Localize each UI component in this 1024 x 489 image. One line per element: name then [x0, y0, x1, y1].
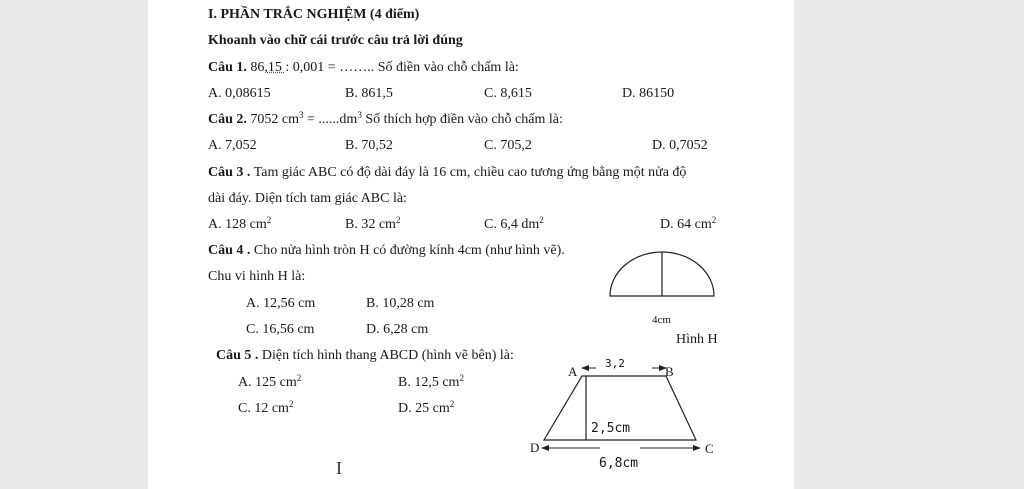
q5-b-sup: 2 [459, 373, 464, 383]
q3-b-text: B. 32 cm [345, 217, 396, 232]
q2-option-c: C. 705,2 [484, 138, 532, 153]
q2-sup2: 3 [357, 110, 362, 120]
vertex-d-label: D [530, 440, 540, 455]
q3-a-sup: 2 [266, 215, 272, 225]
bottom-base-label: 6,8cm [599, 456, 639, 471]
q5-a-sup: 2 [296, 373, 302, 383]
q3-text1: Tam giác ABC có độ dài đáy là 16 cm, chiều cao tương ứng bằng một nửa độ [250, 165, 687, 180]
q2-option-a: A. 7,052 [208, 138, 257, 153]
q2-sup1: 3 [299, 110, 304, 120]
q5-text1: Diện tích hình thang ABCD (hình vẽ bên) là: [258, 348, 514, 363]
q4-label: Câu 4 . [208, 243, 251, 258]
vertex-c-label: C [705, 441, 714, 456]
q4-text1: Cho nửa hình tròn H có đường kính 4cm (như hình vẽ). [250, 243, 565, 258]
question-4-line1 [208, 242, 565, 260]
q5-c-sup: 2 [288, 399, 294, 409]
q3-b-sup: 2 [395, 215, 401, 225]
q4-text2: Chu vi hình H là: [208, 269, 306, 284]
q3-option-c [484, 216, 544, 234]
q1-expr: 86, [246, 60, 268, 75]
q3-option-a [208, 216, 271, 234]
q3-d-text: D. 64 cm [660, 217, 712, 232]
q5-label: Câu 5 . [216, 348, 259, 363]
q5-option-b [398, 374, 464, 392]
q5-d-text: D. 25 cm [398, 401, 450, 416]
q5-c-text: C. 12 cm [238, 401, 289, 416]
vertex-b-label: B [665, 364, 674, 379]
q3-option-b [345, 216, 400, 234]
q2-option-b: B. 70,52 [345, 138, 393, 153]
top-base-label: 3,2 [605, 357, 625, 370]
q3-label: Câu 3 . [208, 165, 251, 180]
q4-option-c: C. 16,56 cm [246, 322, 315, 337]
q3-c-sup: 2 [539, 215, 544, 225]
q5-b-text: B. 12,5 cm [398, 375, 460, 390]
q5-option-a [238, 374, 301, 392]
question-5-line1 [216, 347, 514, 365]
q1-option-b: B. 861,5 [345, 86, 393, 101]
q2-part2: = ......dm [303, 112, 358, 127]
q4-option-a: A. 12,56 cm [246, 296, 316, 311]
q3-d-sup: 2 [711, 215, 717, 225]
vertex-a-label: A [568, 364, 578, 379]
q3-a-text: A. 128 cm [208, 217, 267, 232]
text-cursor-icon: I [336, 458, 342, 478]
section-title: I. PHẦN TRẮC NGHIỆM (4 điểm) [208, 7, 420, 22]
q1-option-d: D. 86150 [622, 86, 675, 101]
height-label: 2,5cm [591, 421, 631, 436]
q1-option-a: A. 0,08615 [208, 86, 271, 101]
q5-option-d [398, 400, 454, 418]
figure-h-caption: Hình H [676, 332, 718, 347]
q1-option-c: C. 8,615 [484, 86, 532, 101]
q4-option-b: B. 10,28 cm [366, 296, 435, 311]
q2-option-d: D. 0,7052 [652, 138, 708, 153]
semicircle-figure [606, 252, 726, 302]
q1-expr-rest: : 0,001 = …….. Số điền vào chỗ chấm là: [285, 60, 519, 75]
q5-option-c [238, 400, 293, 418]
q1-label: Câu 1. [208, 60, 247, 75]
semicircle-diameter-label: 4cm [652, 314, 671, 326]
q3-option-d [660, 216, 716, 234]
q4-option-d: D. 6,28 cm [366, 322, 429, 337]
q5-a-text: A. 125 cm [238, 375, 297, 390]
q2-label: Câu 2. [208, 112, 247, 127]
question-1 [208, 59, 519, 77]
question-3-line1 [208, 164, 686, 182]
q2-part3: Số thích hợp điền vào chỗ chấm là: [361, 112, 563, 127]
q2-part1: 7052 cm [246, 112, 300, 127]
question-2 [208, 111, 563, 129]
q5-d-sup: 2 [449, 399, 455, 409]
instruction: Khoanh vào chữ cái trước câu trả lời đúng [208, 33, 463, 48]
q1-expr-underlined: 15 [267, 60, 286, 75]
q3-c-text: C. 6,4 dm [484, 217, 540, 232]
trapezoid-figure [530, 357, 720, 470]
q3-text2: dài đáy. Diện tích tam giác ABC là: [208, 191, 407, 206]
